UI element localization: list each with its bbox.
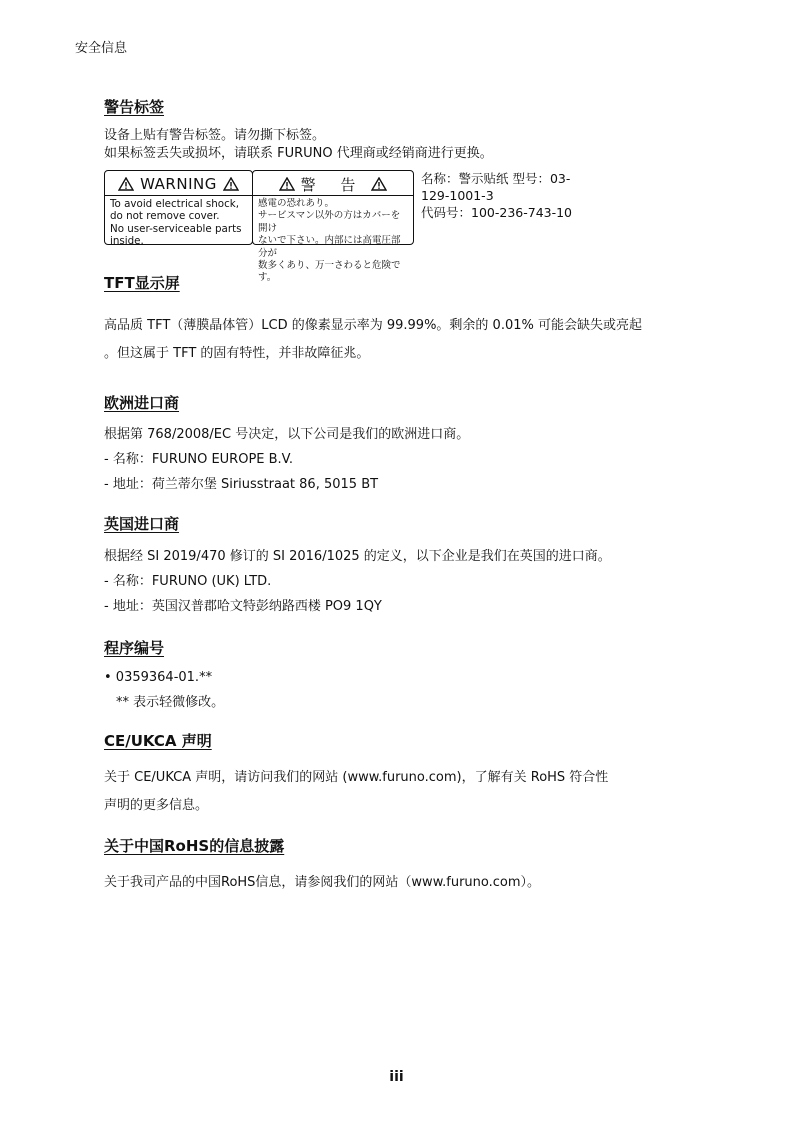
heading-ce-ukca: CE/UKCA 声明 (104, 732, 212, 750)
ce-line-2: 声明的更多信息。 (104, 798, 209, 813)
program-line-1: • 0359364-01.** (104, 670, 213, 685)
eu-line-3: - 地址：荷兰蒂尔堡 Siriusstraat 86, 5015 BT (104, 477, 379, 492)
eu-line-2: - 名称：FURUNO EUROPE B.V. (104, 452, 294, 467)
section-program-number (104, 637, 664, 715)
section-ce-ukca (104, 730, 664, 820)
rohs-line-1: 关于我司产品的中国RoHS信息，请参阅我们的网站（www.furuno.com）。 (104, 875, 541, 890)
warning-triangle-icon (118, 177, 134, 191)
section-tft (104, 272, 664, 368)
warning-title-jp: 警 告 (300, 175, 366, 194)
warning-triangle-icon (223, 177, 239, 191)
section-china-rohs (104, 835, 664, 897)
heading-china-rohs: 关于中国RoHS的信息披露 (104, 837, 285, 855)
intro-line-2: 如果标签丢失或损坏，请联系 FURUNO 代理商或经销商进行更换。 (104, 146, 493, 161)
section-eu-importer (104, 392, 664, 497)
tft-line-1: 高品质 TFT（薄膜晶体管）LCD 的像素显示率为 99.99%。剩余的 0.01% 可能会缺失或亮起 (104, 318, 642, 333)
intro-line-1: 设备上贴有警告标签。请勿撕下标签。 (104, 128, 326, 143)
heading-warning-label: 警告标签 (104, 98, 165, 116)
warning-box-english (104, 170, 253, 248)
warning-title-en: WARNING (140, 175, 217, 193)
uk-line-2: - 名称：FURUNO (UK) LTD. (104, 574, 272, 589)
program-line-2: ** 表示轻微修改。 (116, 695, 225, 710)
warning-text-jp: 感電の恐れあり。 サービスマン以外の方はカバーを開け ないで下さい。内部には高電圧部分が 数多くあり、万一さわると危険です。 (258, 198, 401, 284)
warning-box-japanese (252, 170, 414, 284)
page-content (104, 96, 664, 897)
uk-line-3: - 地址：英国汉普郡哈文特彭纳路西楼 PO9 1QY (104, 599, 382, 614)
ce-line-1: 关于 CE/UKCA 声明，请访问我们的网站 (www.furuno.com)，了解有关 RoHS 符合性 (104, 770, 609, 785)
heading-program-number: 程序编号 (104, 639, 165, 657)
warning-triangle-icon (279, 177, 295, 191)
heading-eu-importer: 欧洲进口商 (104, 394, 180, 412)
tft-line-2: 。但这属于 TFT 的固有特性，并非故障征兆。 (104, 346, 370, 361)
heading-tft: TFT显示屏 (104, 274, 180, 292)
running-header: 安全信息 (75, 41, 128, 56)
heading-uk-importer: 英国进口商 (104, 515, 180, 533)
uk-line-1: 根据经 SI 2019/470 修订的 SI 2016/1025 的定义，以下企业是我们在英国的进口商。 (104, 549, 611, 564)
warning-text-en: To avoid electrical shock, do not remove cover. No user-serviceable parts inside. (110, 198, 242, 248)
eu-line-1: 根据第 768/2008/EC 号决定，以下公司是我们的欧洲进口商。 (104, 427, 470, 442)
warning-triangle-icon (371, 177, 387, 191)
section-uk-importer (104, 513, 664, 619)
page-number: iii (389, 1069, 404, 1085)
label-info-text: 名称：警示贴纸 型号：03- 129-1001-3 代码号：100-236-743-10 (421, 171, 573, 220)
